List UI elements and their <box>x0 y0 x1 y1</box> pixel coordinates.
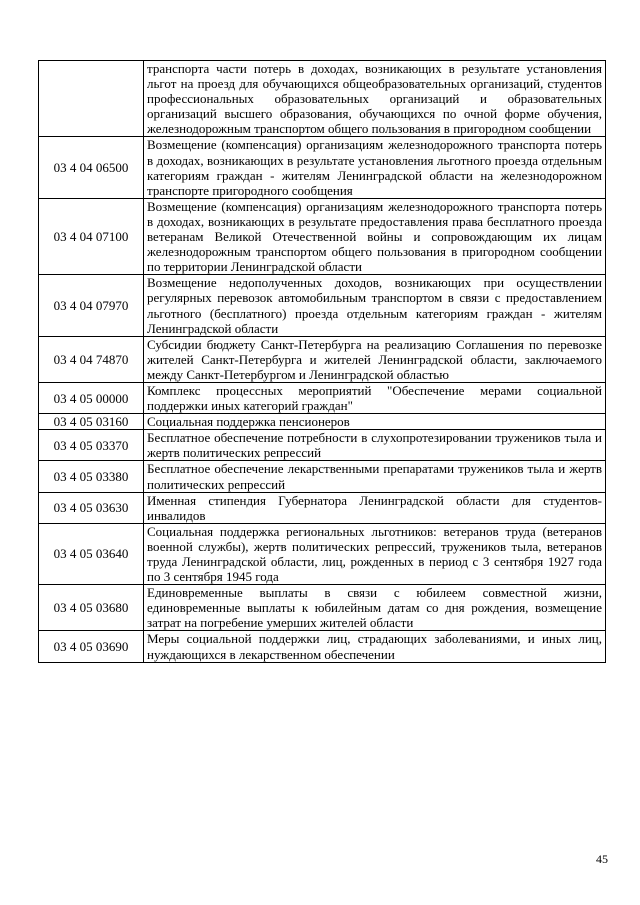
table-body <box>39 61 606 663</box>
row-description: Именная стипендия Губернатора Ленинградской области для студентов-инвалидов <box>144 492 606 523</box>
table-row <box>39 523 606 584</box>
table-row <box>39 430 606 461</box>
row-description: Бесплатное обеспечение лекарственными препаратами тружеников тыла и жертв политических репрессий <box>144 461 606 492</box>
row-description: Социальная поддержка региональных льготников: ветеранов труда (ветеранов военной службы), жертв политических репрессий, тружеников тыла, ветеранов труда Ленинградской области, лиц, рожденных в период с 3 сентября 1927 года по 3 сентября 1945 года <box>144 523 606 584</box>
row-description: Единовременные выплаты в связи с юбилеем совместной жизни, единовременные выплаты к юбилейным датам со дня рождения, возмещение затрат на погребение умерших жителей области <box>144 585 606 631</box>
row-code: 03 4 05 03690 <box>39 631 144 662</box>
table-row <box>39 414 606 430</box>
table-row <box>39 631 606 662</box>
table-row <box>39 198 606 274</box>
table-row <box>39 137 606 198</box>
table-row <box>39 382 606 413</box>
row-description: Возмещение (компенсация) организациям железнодорожного транспорта потерь в доходах, возникающих в результате установления льготного проезда отдельным категориям граждан - жителям Ленинградской области на железнодорожном транспорте пригородного сообщения <box>144 137 606 198</box>
row-code: 03 4 05 03380 <box>39 461 144 492</box>
row-code: 03 4 05 03370 <box>39 430 144 461</box>
table-row <box>39 461 606 492</box>
table-row <box>39 275 606 336</box>
row-description: Комплекс процессных мероприятий "Обеспечение мерами социальной поддержки иных категорий граждан" <box>144 382 606 413</box>
row-code: 03 4 05 03160 <box>39 414 144 430</box>
row-code: 03 4 04 07100 <box>39 198 144 274</box>
row-description: Социальная поддержка пенсионеров <box>144 414 606 430</box>
row-code <box>39 61 144 137</box>
row-description: Субсидии бюджету Санкт-Петербурга на реализацию Соглашения по перевозке жителей Санкт-Петербурга и жителей Ленинградской области, заключаемого между Санкт-Петербургом и Ленинградской областью <box>144 336 606 382</box>
row-description: Бесплатное обеспечение потребности в слухопротезировании тружеников тыла и жертв политических репрессий <box>144 430 606 461</box>
row-description: Возмещение (компенсация) организациям железнодорожного транспорта потерь в доходах, возникающих в результате предоставления права бесплатного проезда ветеранам Великой Отечественной войны и сопровождающим их лицам железнодорожным транспортом общего пользования в пригородном сообщении по территории Ленинградской области <box>144 198 606 274</box>
row-description: транспорта части потерь в доходах, возникающих в результате установления льгот на проезд для обучающихся общеобразовательных организаций, студентов профессиональных образовательных организаций и образовательных организаций высшего образования, обучающихся по очной форме обучения, железнодорожным транспортом общего пользования в пригородном сообщении <box>144 61 606 137</box>
row-code: 03 4 05 03630 <box>39 492 144 523</box>
row-description: Меры социальной поддержки лиц, страдающих заболеваниями, и иных лиц, нуждающихся в лекарственном обеспечении <box>144 631 606 662</box>
table-row <box>39 492 606 523</box>
row-code: 03 4 05 03640 <box>39 523 144 584</box>
row-code: 03 4 05 00000 <box>39 382 144 413</box>
page-number: 45 <box>596 852 608 866</box>
table-row <box>39 61 606 137</box>
row-code: 03 4 04 07970 <box>39 275 144 336</box>
row-code: 03 4 05 03680 <box>39 585 144 631</box>
row-code: 03 4 04 06500 <box>39 137 144 198</box>
table-row <box>39 585 606 631</box>
row-code: 03 4 04 74870 <box>39 336 144 382</box>
classification-table <box>38 60 606 663</box>
row-description: Возмещение недополученных доходов, возникающих при осуществлении регулярных перевозок автомобильным транспортом в связи с предоставлением льготного (бесплатного) проезда отдельным категориям граждан - жителям Ленинградской области <box>144 275 606 336</box>
table-row <box>39 336 606 382</box>
